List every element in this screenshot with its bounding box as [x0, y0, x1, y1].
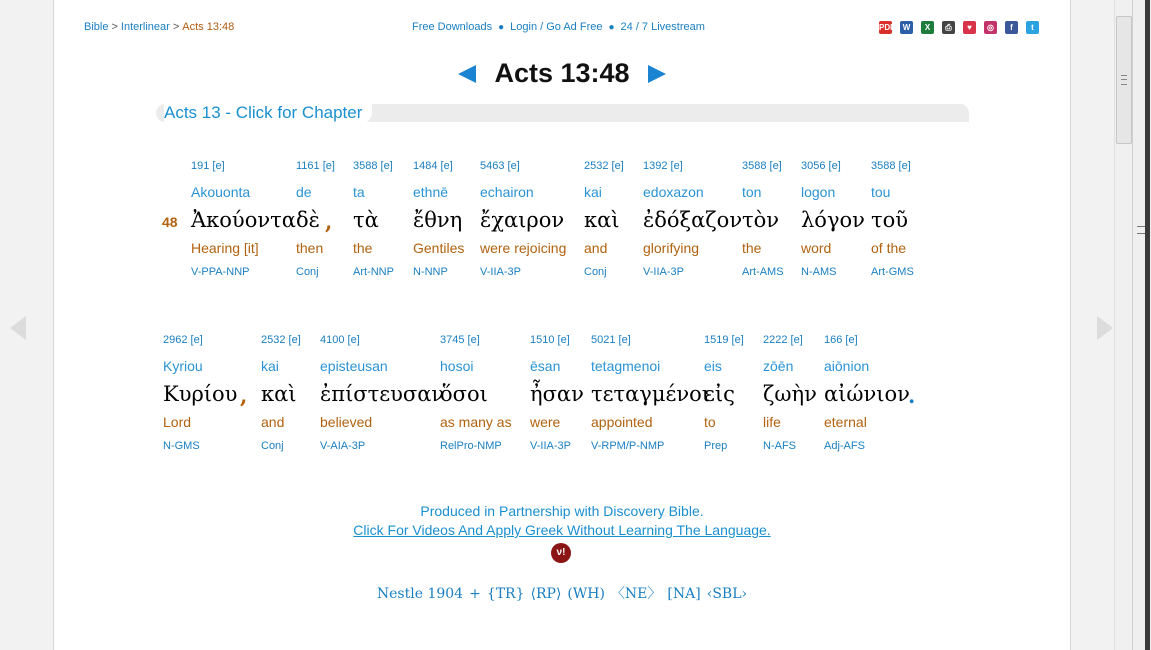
strongs-number-link[interactable]: 1519 [e] — [704, 334, 744, 346]
transliteration: eis — [704, 358, 722, 374]
greek-word: καὶ — [261, 382, 297, 406]
twitter-icon[interactable]: t — [1026, 21, 1039, 34]
english-gloss: glorifying — [643, 240, 700, 256]
english-gloss: of the — [871, 240, 907, 256]
greek-word: Ἀκούοντα — [191, 208, 296, 232]
videos-link[interactable]: Click For Videos And Apply Greek Without Learning The Language. — [353, 522, 771, 538]
parsing-link[interactable]: Conj — [584, 266, 607, 278]
version-links — [54, 583, 1070, 603]
transliteration: tou — [871, 184, 891, 200]
strongs-number-link[interactable]: 166 [e] — [824, 334, 858, 346]
breadcrumb: Bible > Interlinear > Acts 13:48 — [84, 21, 235, 33]
strongs-number-link[interactable]: 3588 [e] — [353, 160, 393, 172]
greek-word: ζωὴν — [763, 382, 817, 406]
top-links — [412, 21, 705, 33]
bullet-separator: ● — [608, 22, 615, 33]
parsing-link[interactable]: Prep — [704, 440, 728, 452]
comma-punctuation: , — [325, 209, 333, 234]
parsing-link[interactable]: Art-AMS — [742, 266, 784, 278]
transliteration: echairon — [480, 184, 534, 200]
parsing-link[interactable]: Art-NNP — [353, 266, 394, 278]
title-row — [54, 58, 1070, 89]
strongs-number-link[interactable]: 2222 [e] — [763, 334, 803, 346]
facebook-icon[interactable]: f — [1005, 21, 1018, 34]
share-icons — [879, 21, 1047, 35]
greek-word: λόγον — [801, 208, 865, 232]
english-gloss: and — [584, 240, 608, 256]
strongs-number-link[interactable]: 4100 [e] — [320, 334, 360, 346]
english-gloss: as many as — [440, 414, 512, 430]
print-icon[interactable]: ⎙ — [942, 21, 955, 34]
greek-word: τεταγμένοι — [591, 382, 711, 406]
page-title: Acts 13:48 — [494, 58, 630, 88]
greek-word: ἔθνη — [413, 208, 463, 232]
version-link[interactable]: {TR} — [486, 586, 525, 602]
greek-word: ἔχαιρον — [480, 208, 565, 232]
breadcrumb-interlinear-link[interactable]: Interlinear — [120, 21, 170, 33]
verse-number: 48 — [162, 214, 178, 230]
parsing-link[interactable]: N-AMS — [801, 266, 837, 278]
previous-verse-arrow-icon[interactable] — [458, 65, 476, 83]
greek-word: ὅσοι — [440, 382, 488, 406]
pdf-icon[interactable]: PDF — [879, 23, 895, 32]
scrollbar-grip-icon — [1137, 226, 1145, 234]
transliteration: Kyriou — [163, 358, 203, 374]
strongs-number-link[interactable]: 2962 [e] — [163, 334, 203, 346]
english-gloss: and — [261, 414, 285, 430]
discovery-bible-logo-icon[interactable]: ν! — [551, 543, 571, 563]
transliteration: kai — [584, 184, 602, 200]
transliteration: de — [296, 184, 312, 200]
chapter-bar — [156, 104, 969, 122]
breadcrumb-current: Acts 13:48 — [182, 21, 235, 33]
excel-icon[interactable]: X — [921, 21, 934, 34]
free-downloads-link[interactable]: Free Downloads — [412, 21, 493, 33]
version-link[interactable]: Nestle 1904 — [376, 586, 464, 602]
vertical-scrollbar[interactable] — [1114, 0, 1132, 650]
greek-word: δὲ — [296, 208, 320, 232]
transliteration: kai — [261, 358, 279, 374]
parsing-link[interactable]: Art-GMS — [871, 266, 914, 278]
bullet-separator: ● — [498, 22, 505, 33]
english-gloss: to — [704, 414, 716, 430]
greek-word: εἰς — [704, 382, 735, 406]
parsing-link[interactable]: Adj-AFS — [824, 440, 865, 452]
breadcrumb-bible-link[interactable]: Bible — [84, 21, 109, 33]
parsing-link[interactable]: Conj — [296, 266, 319, 278]
previous-page-arrow-icon[interactable] — [10, 316, 26, 340]
strongs-number-link[interactable]: 1510 [e] — [530, 334, 570, 346]
version-link[interactable]: ‹SBL› — [706, 586, 748, 602]
strongs-number-link[interactable]: 191 [e] — [191, 160, 225, 172]
strongs-number-link[interactable]: 1161 [e] — [296, 160, 335, 172]
english-gloss: the — [353, 240, 373, 256]
parsing-link[interactable]: N-NNP — [413, 266, 448, 278]
english-gloss: word — [801, 240, 832, 256]
comma-punctuation: , — [240, 383, 248, 408]
next-page-arrow-icon[interactable] — [1097, 316, 1113, 340]
partnership-text: Produced in Partnership with Discovery Bible. — [420, 503, 704, 519]
english-gloss: then — [296, 240, 324, 256]
strongs-number-link[interactable]: 5021 [e] — [591, 334, 631, 346]
parsing-link[interactable]: V-IIA-3P — [530, 440, 571, 452]
transliteration: ēsan — [530, 358, 561, 374]
parsing-link[interactable]: V-PPA-NNP — [191, 266, 250, 278]
greek-word: ἐδόξαζον — [643, 208, 743, 232]
strongs-number-link[interactable]: 5463 [e] — [480, 160, 520, 172]
parsing-link[interactable]: N-GMS — [163, 440, 200, 452]
scrollbar-grip-icon — [1121, 75, 1127, 85]
greek-word: τοῦ — [871, 208, 909, 232]
parsing-link[interactable]: RelPro-NMP — [440, 440, 502, 452]
scrollbar-thumb[interactable] — [1116, 16, 1132, 144]
instagram-icon[interactable]: ◎ — [984, 21, 997, 34]
greek-word: ἦσαν — [530, 382, 584, 406]
parsing-link[interactable]: N-AFS — [763, 440, 796, 452]
strongs-number-link[interactable]: 1484 [e] — [413, 160, 453, 172]
strongs-number-link[interactable]: 3745 [e] — [440, 334, 480, 346]
english-gloss: the — [742, 240, 762, 256]
strongs-number-link[interactable]: 2532 [e] — [261, 334, 301, 346]
greek-word: καὶ — [584, 208, 620, 232]
english-gloss: appointed — [591, 414, 653, 430]
english-gloss: Gentiles — [413, 240, 465, 256]
greek-word: Κυρίου — [163, 382, 238, 406]
version-link[interactable]: [NA] — [667, 586, 701, 602]
page-content — [53, 0, 1071, 650]
login-link[interactable]: Login / Go Ad Free — [510, 21, 603, 33]
transliteration: logon — [801, 184, 836, 200]
transliteration: Akouonta — [191, 184, 251, 200]
strongs-number-link[interactable]: 1392 [e] — [643, 160, 683, 172]
strongs-number-link[interactable]: 3588 [e] — [742, 160, 782, 172]
transliteration: ta — [353, 184, 365, 200]
chapter-link[interactable]: Acts 13 - Click for Chapter — [164, 103, 372, 123]
greek-word: τὰ — [353, 208, 379, 232]
parsing-link[interactable]: V-IIA-3P — [643, 266, 684, 278]
transliteration: episteusan — [320, 358, 388, 374]
window-edge — [1145, 0, 1150, 650]
version-link[interactable]: ⟨RP⟩ — [530, 586, 562, 602]
transliteration: ethnē — [413, 184, 449, 200]
parsing-link[interactable]: Conj — [261, 440, 284, 452]
period-punctuation: . — [908, 383, 916, 408]
transliteration: aiōnion — [824, 358, 870, 374]
livestream-link[interactable]: 24 / 7 Livestream — [620, 21, 705, 33]
transliteration: hosoi — [440, 358, 474, 374]
english-gloss: Hearing [it] — [191, 240, 259, 256]
greek-word: ἐπίστευσαν — [320, 382, 445, 406]
strongs-number-link[interactable]: 3056 [e] — [801, 160, 841, 172]
strongs-number-link[interactable]: 3588 [e] — [871, 160, 911, 172]
transliteration: zōēn — [763, 358, 794, 374]
next-verse-arrow-icon[interactable] — [648, 65, 666, 83]
transliteration: tetagmenoi — [591, 358, 661, 374]
version-link: + — [469, 586, 481, 602]
transliteration: ton — [742, 184, 762, 200]
english-gloss: life — [763, 414, 781, 430]
strongs-number-link[interactable]: 2532 [e] — [584, 160, 624, 172]
greek-word: αἰώνιον — [824, 382, 910, 406]
transliteration: edoxazon — [643, 184, 704, 200]
english-gloss: eternal — [824, 414, 867, 430]
version-link[interactable]: 〈NE〉 — [610, 586, 662, 602]
parsing-link[interactable]: V-AIA-3P — [320, 440, 366, 452]
version-link[interactable]: (WH) — [567, 586, 605, 602]
greek-word: τὸν — [742, 208, 780, 232]
parsing-link[interactable]: V-IIA-3P — [480, 266, 521, 278]
english-gloss: were rejoicing — [480, 240, 567, 256]
outer-scrollbar[interactable] — [1132, 0, 1151, 650]
english-gloss: were — [530, 414, 561, 430]
parsing-link[interactable]: V-RPM/P-NMP — [591, 440, 665, 452]
english-gloss: Lord — [163, 414, 192, 430]
pocket-icon[interactable]: ♥ — [963, 21, 976, 34]
english-gloss: believed — [320, 414, 373, 430]
word-icon[interactable]: W — [900, 21, 913, 34]
